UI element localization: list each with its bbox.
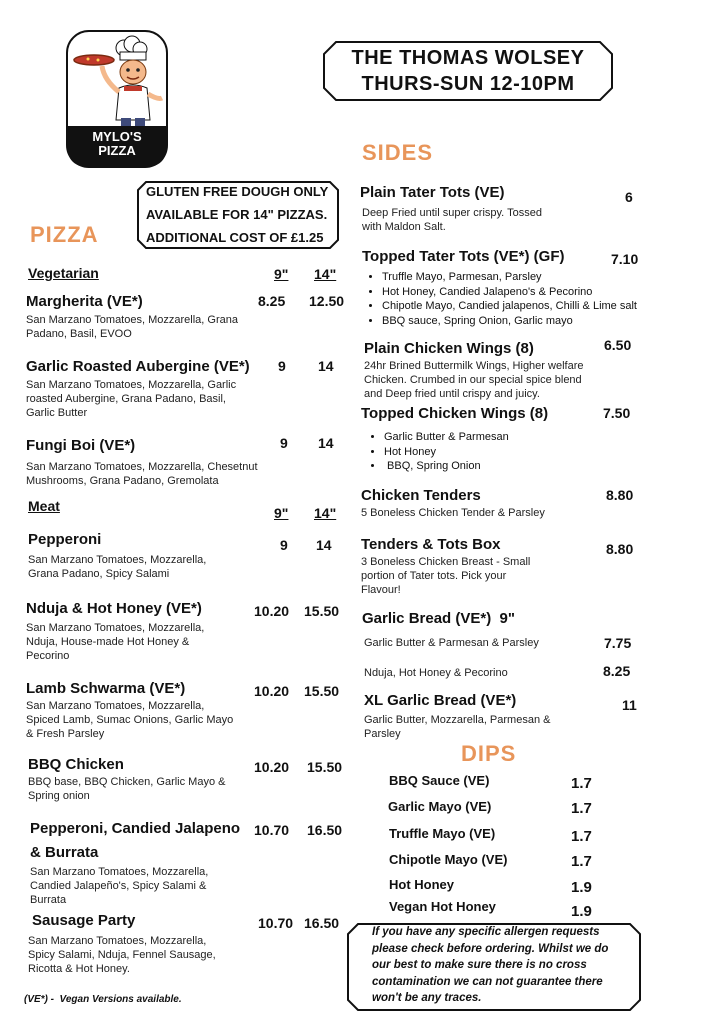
- size-14-heading: 14": [314, 266, 337, 282]
- pizza-price-9: 10.70: [258, 915, 294, 931]
- list-item: • BBQ sauce, Spring Onion, Garlic mayo: [382, 314, 682, 329]
- side-item-desc: 24hr Brined Buttermilk Wings, Higher welfare Chicken. Crumbed in our special spice blend and Deep fried until crispy and juicy.: [364, 360, 584, 400]
- pizza-item-desc: San Marzano Tomatoes, Mozzarella, Grana Padano, Basil, EVOO: [26, 314, 238, 340]
- pizza-item-name: Lamb Schwarma (VE*): [26, 680, 186, 697]
- meat-heading: Meat: [28, 498, 60, 514]
- gluten-free-line2: AVAILABLE FOR 14" PIZZAS.: [146, 207, 328, 222]
- pizza-price-9: 10.20: [254, 603, 290, 619]
- pizza-price-14: 15.50: [304, 683, 340, 699]
- list-item: • Hot Honey, Candied Jalapeno's & Pecorino: [382, 285, 682, 300]
- dip-price: 1.7: [571, 775, 592, 792]
- pizza-item-desc: San Marzano Tomatoes, Mozzarella, Grana Padano, Spicy Salami: [28, 554, 207, 580]
- dip-item-name: BBQ Sauce (VE): [389, 773, 490, 788]
- dip-price: 1.9: [571, 879, 592, 896]
- pizza-item-desc: San Marzano Tomatoes, Mozzarella, Chesetnut Mushrooms, Grana Padano, Gremolata: [26, 461, 258, 487]
- sides-section-title: SIDES: [362, 140, 434, 165]
- dip-price: 1.7: [571, 828, 592, 845]
- side-item-name: Chicken Tenders: [361, 487, 481, 504]
- logo-text-line2: PIZZA: [98, 143, 136, 158]
- list-item: • Garlic Butter & Parmesan: [384, 430, 584, 445]
- side-price: 8.80: [606, 487, 634, 503]
- side-item-name: XL Garlic Bread (VE*): [364, 692, 517, 709]
- side-price: 7.10: [611, 251, 639, 267]
- logo: [66, 30, 168, 168]
- gluten-free-line3: ADDITIONAL COST OF £1.25: [146, 230, 324, 245]
- side-options-list: [366, 430, 584, 474]
- dips-section-title: DIPS: [461, 741, 517, 766]
- side-item-desc: 3 Boneless Chicken Breast - Small portion of Tater tots. Pick your Flavour!: [361, 556, 531, 596]
- allergen-notice: [346, 922, 642, 1012]
- dip-item-name: Chipotle Mayo (VE): [389, 852, 508, 867]
- side-item-name: Plain Tater Tots (VE): [360, 184, 505, 201]
- pizza-price-9: 9: [280, 537, 288, 553]
- logo-text-line1: MYLO'S: [92, 129, 142, 144]
- pizza-section-title: PIZZA: [30, 222, 99, 247]
- pizza-price-14: 16.50: [304, 915, 340, 931]
- pizza-item-name: Margherita (VE*): [26, 293, 143, 310]
- list-item: • Truffle Mayo, Parmesan, Parsley: [382, 270, 682, 285]
- side-options-list: [364, 270, 682, 328]
- pizza-item-name: Nduja & Hot Honey (VE*): [26, 600, 202, 617]
- side-item-desc: Garlic Butter, Mozzarella, Parmesan & Parsley: [364, 714, 551, 740]
- side-item-name: Garlic Bread (VE*) 9": [362, 610, 516, 627]
- gluten-free-line1: GLUTEN FREE DOUGH ONLY: [146, 184, 329, 199]
- pizza-item-name: Garlic Roasted Aubergine (VE*): [26, 358, 250, 375]
- pizza-price-14: 15.50: [304, 603, 340, 619]
- dip-item-name: Truffle Mayo (VE): [389, 826, 496, 841]
- pizza-item-name: Pepperoni: [28, 531, 102, 548]
- pizza-price-14: 14: [318, 358, 334, 374]
- pizza-item-name: Sausage Party: [32, 912, 136, 929]
- list-item: • Hot Honey: [384, 445, 584, 460]
- side-option-price: 7.75: [604, 635, 632, 651]
- dip-item-name: Garlic Mayo (VE): [388, 799, 492, 814]
- side-price: 11: [622, 697, 637, 713]
- pizza-item-desc: San Marzano Tomatoes, Mozzarella, Spicy Salami, Nduja, Fennel Sausage, Ricotta & Hot Honey.: [28, 935, 216, 975]
- side-item-name: Plain Chicken Wings (8): [364, 340, 534, 357]
- side-item-name: Topped Chicken Wings (8): [361, 405, 549, 422]
- pizza-item-desc: BBQ base, BBQ Chicken, Garlic Mayo & Spring onion: [28, 776, 226, 802]
- side-item-desc: Deep Fried until super crispy. Tossed with Maldon Salt.: [362, 207, 542, 233]
- pizza-price-9: 8.25: [258, 293, 286, 309]
- pizza-price-14: 12.50: [309, 293, 345, 309]
- side-item-name: Topped Tater Tots (VE*) (GF): [362, 248, 565, 265]
- opening-hours: THURS-SUN 12-10PM: [361, 73, 575, 95]
- pizza-price-14: 14: [316, 537, 332, 553]
- pizza-price-9: 9: [280, 435, 288, 451]
- pizza-price-9: 10.20: [254, 683, 290, 699]
- side-price: 8.80: [606, 541, 634, 557]
- vegan-footnote: (VE*) - Vegan Versions available.: [24, 994, 182, 1005]
- venue-name: THE THOMAS WOLSEY: [351, 47, 585, 69]
- side-option-label: Garlic Butter & Parmesan & Parsley: [364, 637, 539, 649]
- side-price: 6: [625, 189, 633, 205]
- pizza-item-desc: San Marzano Tomatoes, Mozzarella, Candied Jalapeño's, Spicy Salami & Burrata: [30, 866, 209, 906]
- pizza-item-name: Fungi Boi (VE*): [26, 437, 136, 454]
- size-9-heading: 9": [274, 505, 289, 521]
- pizza-price-9: 9: [278, 358, 286, 374]
- pizza-price-14: 14: [318, 435, 334, 451]
- pizza-item-name-line1: Pepperoni, Candied Jalapeno: [30, 820, 241, 837]
- dip-price: 1.7: [571, 853, 592, 870]
- pizza-item-name: BBQ Chicken: [28, 756, 124, 773]
- list-item: • Chipotle Mayo, Candied jalapenos, Chilli & Lime salt: [382, 299, 682, 314]
- list-item: • BBQ, Spring Onion: [384, 459, 584, 474]
- side-price: 7.50: [603, 405, 631, 421]
- allergen-text: If you have any specific allergen requests please check before ordering. Whilst we do our best to make sure there is no cross contamination we can not guarantee there won't be any traces.: [372, 926, 609, 1004]
- dip-item-name: Hot Honey: [389, 877, 454, 892]
- pizza-price-14: 15.50: [307, 759, 343, 775]
- gluten-free-notice: [136, 180, 340, 250]
- dip-item-name: Vegan Hot Honey: [389, 899, 496, 914]
- pizza-price-9: 10.20: [254, 759, 290, 775]
- pizza-price-9: 10.70: [254, 822, 290, 838]
- pizza-item-desc: San Marzano Tomatoes, Mozzarella, Garlic roasted Aubergine, Grana Padano, Basil, Garlic Butter: [26, 379, 237, 419]
- size-14-heading: 14": [314, 505, 337, 521]
- pizza-price-14: 16.50: [307, 822, 343, 838]
- side-price: 6.50: [604, 337, 632, 353]
- size-9-heading: 9": [274, 266, 289, 282]
- vegetarian-heading: Vegetarian: [28, 265, 99, 281]
- side-option-label: Nduja, Hot Honey & Pecorino: [364, 667, 508, 679]
- pizza-item-desc: San Marzano Tomatoes, Mozzarella, Nduja, House-made Hot Honey & Pecorino: [26, 622, 205, 662]
- pizza-item-name-line2: & Burrata: [30, 844, 99, 861]
- side-item-desc: 5 Boneless Chicken Tender & Parsley: [361, 507, 545, 519]
- pizza-item-desc: San Marzano Tomatoes, Mozzarella, Spiced Lamb, Sumac Onions, Garlic Mayo & Fresh Parsley: [26, 700, 234, 740]
- side-item-name: Tenders & Tots Box: [361, 536, 501, 553]
- venue-header: [322, 40, 614, 102]
- dip-price: 1.7: [571, 800, 592, 817]
- side-option-price: 8.25: [603, 663, 631, 679]
- dip-price: 1.9: [571, 903, 592, 920]
